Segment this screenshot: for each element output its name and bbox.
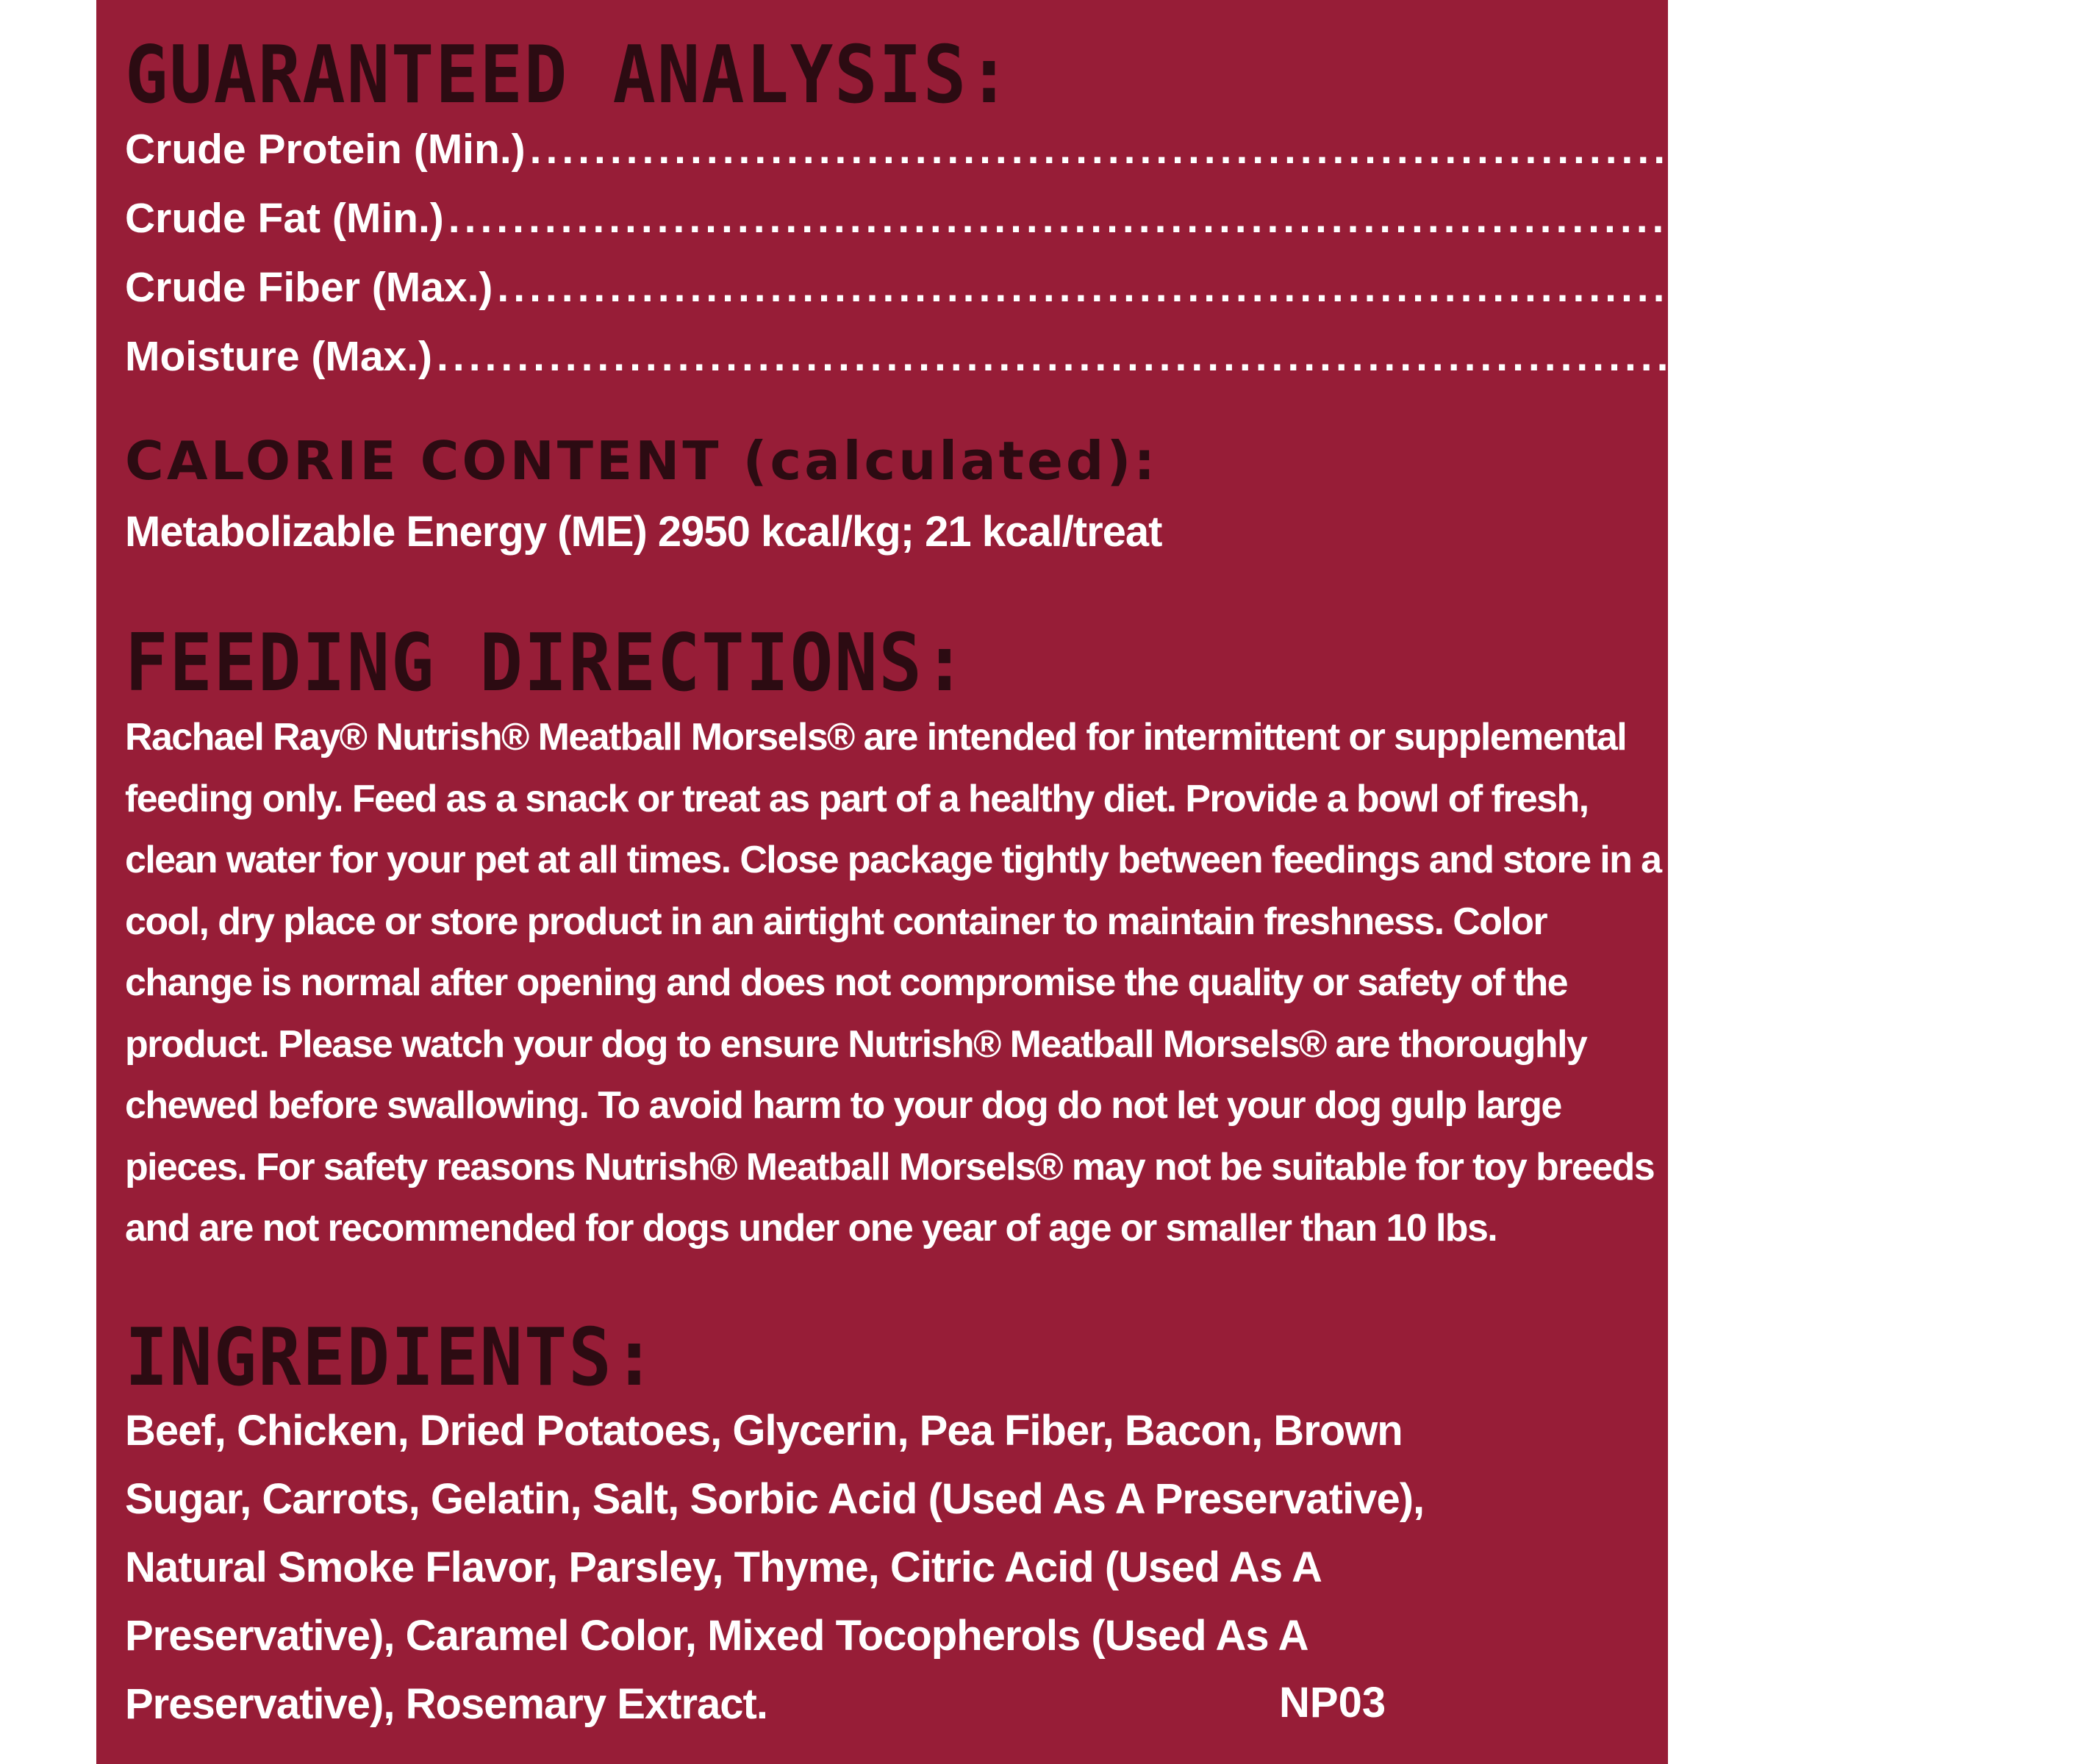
analysis-value: 7.0% [1897, 195, 1993, 242]
product-code: NP03 [1279, 1679, 1386, 1727]
ingredients-text: Beef, Chicken, Dried Potatoes, Glycerin, Pea Fiber, Bacon, Brown Sugar, Carrots, Gelatin, Salt, Sorbic Acid (Used As A Preservative), Natural Smoke Flavor, Parsley, Thyme, Citric Acid (Used As A Preservative), Caramel Color, Mixed Tocopherols (Used As A Preservative), Rosemary Extract. [125, 1407, 1425, 1728]
analysis-row-crude-fiber [125, 263, 2042, 332]
dot-leader: .......................................................................................... [497, 264, 1942, 311]
calorie-content-text: Metabolizable Energy (ME) 2950 kcal/kg; 21 kcal/treat [125, 508, 1162, 556]
feeding-directions-text: Rachael Ray® Nutrish® Meatball Morsels® are intended for intermittent or supplemental feeding only. Feed as a snack or treat as part of a healthy diet. Provide a bowl of fresh, clean water for your pet at all times. Close package tightly between feedings and store in a cool, dry place or store product in an airtight container to maintain freshness. Color change is normal after opening and does not compromise the quality or safety of the product. Please watch your dog to ensure Nutrish® Meatball Morsels® are thoroughly chewed before swallowing. To avoid harm to your dog do not let your dog gulp large pieces. For safety reasons Nutrish® Meatball Morsels® may not be suitable for toy breeds and are not recommended for dogs under one year of age or smaller than 10 lbs. [125, 716, 1661, 1250]
feeding-directions-heading: FEEDING DIRECTIONS: [125, 617, 968, 709]
analysis-label: Crude Protein (Min.) [125, 126, 526, 173]
analysis-value: 25.0% [1886, 333, 2005, 380]
dot-leader: .......................................................................................... [448, 195, 1894, 242]
dot-leader: .......................................................................................... [437, 333, 1882, 380]
guaranteed-analysis-heading: GUARANTEED ANALYSIS: [125, 29, 1012, 121]
analysis-value: 10.0% [1978, 126, 2098, 173]
ingredients-heading: INGREDIENTS: [125, 1312, 657, 1404]
analysis-row-moisture [125, 332, 2005, 401]
analysis-value: 4.0% [1946, 264, 2042, 311]
analysis-label: Crude Fat (Min.) [125, 195, 444, 242]
analysis-label: Moisture (Max.) [125, 333, 433, 380]
analysis-label: Crude Fiber (Max.) [125, 264, 493, 311]
guaranteed-analysis-list [125, 125, 2098, 401]
dot-leader: .......................................................................................... [529, 126, 1975, 173]
analysis-row-crude-protein [125, 125, 2098, 194]
analysis-row-crude-fat [125, 194, 1993, 263]
calorie-content-heading: CALORIE CONTENT (calculated): [125, 430, 1159, 492]
